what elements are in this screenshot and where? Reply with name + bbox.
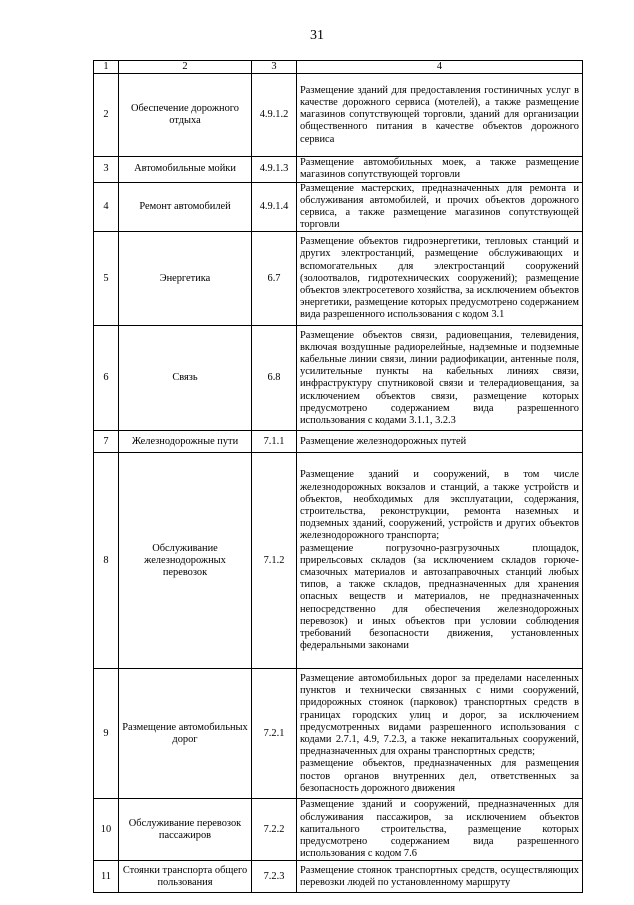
use-type-name: Автомобильные мойки xyxy=(119,157,252,182)
use-type-code: 7.2.3 xyxy=(252,861,297,893)
header-col-2: 2 xyxy=(119,61,252,74)
table-row xyxy=(94,669,583,799)
use-type-name: Ремонт автомобилей xyxy=(119,182,252,232)
row-number: 9 xyxy=(94,669,119,799)
header-col-4: 4 xyxy=(297,61,583,74)
use-type-name: Стоянки транспорта общего пользования xyxy=(119,861,252,893)
use-type-name: Обеспечение дорожного отдыха xyxy=(119,74,252,157)
land-use-table xyxy=(93,60,583,893)
use-type-code: 6.7 xyxy=(252,232,297,326)
use-type-description: Размещение автомобильных дорог за пределами населенных пунктов и технически связанных с ними сооружений, придорожных стоянок (парковок) транспортных средств в границах городских улиц и дорог, за исключением предусмотренных видами разрешенного использования с кодами 2.7.1, 4.9, 7.2.3, а также некапитальных сооружений, предназначенных для охраны транспортных средств; размещение объектов, предназначенных для размещения постов органов внутренних дел, ответственных за безопасность дорожного движения xyxy=(297,669,583,799)
row-number: 3 xyxy=(94,157,119,182)
use-type-description: Размещение зданий и сооружений, в том числе железнодорожных вокзалов и станций, а также устройств и объектов, необходимых для эксплуатации, содержания, строительства, реконструкции, ремонта наземных и подземных зданий, сооружений, устройств и других объектов железнодорожного транспорта; размещение погрузочно-разгрузочных площадок, прирельсовых складов (за исключением складов горюче-смазочных материалов и автозаправочных станций любых типов, а также складов, предназначенных для хранения опасных веществ и материалов, не предназначенных непосредственно для обеспечения железнодорожных перевозок) и иных объектов при условии соблюдения требований безопасности движения, установленных федеральными законами xyxy=(297,453,583,669)
use-type-description: Размещение железнодорожных путей xyxy=(297,431,583,453)
page-number: 31 xyxy=(310,28,324,43)
table-row xyxy=(94,861,583,893)
header-row xyxy=(94,61,583,74)
use-type-code: 4.9.1.2 xyxy=(252,74,297,157)
use-type-code: 6.8 xyxy=(252,326,297,431)
table-row xyxy=(94,74,583,157)
row-number: 4 xyxy=(94,182,119,232)
use-type-code: 4.9.1.3 xyxy=(252,157,297,182)
row-number: 10 xyxy=(94,799,119,861)
row-number: 11 xyxy=(94,861,119,893)
use-type-description: Размещение зданий и сооружений, предназначенных для обслуживания пассажиров, за исключением объектов капитального строительства, размещение которых предусмотрено содержанием вида разрешенного использования с кодом 7.6 xyxy=(297,799,583,861)
use-type-description: Размещение стоянок транспортных средств, осуществляющих перевозки людей по установленному маршруту xyxy=(297,861,583,893)
use-type-code: 7.1.2 xyxy=(252,453,297,669)
table-row xyxy=(94,182,583,232)
use-type-name: Связь xyxy=(119,326,252,431)
use-type-description: Размещение объектов гидроэнергетики, тепловых станций и других электростанций, размещение обслуживающих и вспомогательных для электростанций сооружений (золоотвалов, гидротехнических сооружений); размещение объектов электросетевого хозяйства, за исключением объектов энергетики, размещение которых предусмотрено содержанием вида разрешенного использования с кодом 3.1 xyxy=(297,232,583,326)
use-type-name: Железнодорожные пути xyxy=(119,431,252,453)
row-number: 6 xyxy=(94,326,119,431)
table-row xyxy=(94,431,583,453)
table-row xyxy=(94,326,583,431)
use-type-description: Размещение мастерских, предназначенных для ремонта и обслуживания автомобилей, и прочих объектов дорожного сервиса, а также размещение магазинов сопутствующей торговли xyxy=(297,182,583,232)
use-type-description: Размещение зданий для предоставления гостиничных услуг в качестве дорожного сервиса (мотелей), а также размещение магазинов сопутствующей торговли, зданий для организации общественного питания в качестве объектов дорожного сервиса xyxy=(297,74,583,157)
table-row xyxy=(94,157,583,182)
row-number: 8 xyxy=(94,453,119,669)
table-row xyxy=(94,453,583,669)
row-number: 5 xyxy=(94,232,119,326)
row-number: 7 xyxy=(94,431,119,453)
use-type-name: Обслуживание перевозок пассажиров xyxy=(119,799,252,861)
header-col-3: 3 xyxy=(252,61,297,74)
table-row xyxy=(94,799,583,861)
use-type-description: Размещение объектов связи, радиовещания, телевидения, включая воздушные радиорелейные, надземные и подземные кабельные линии связи, линии радиофикации, антенные поля, усилительные пункты на кабельных линиях связи, инфраструктуру спутниковой связи и телерадиовещания, за исключением объектов связи, размещение которых предусмотрено содержанием вида разрешенного использования с кодами 3.1.1, 3.2.3 xyxy=(297,326,583,431)
header-col-1: 1 xyxy=(94,61,119,74)
use-type-description: Размещение автомобильных моек, а также размещение магазинов сопутствующей торговли xyxy=(297,157,583,182)
row-number: 2 xyxy=(94,74,119,157)
use-type-code: 7.1.1 xyxy=(252,431,297,453)
use-type-code: 7.2.1 xyxy=(252,669,297,799)
use-type-code: 4.9.1.4 xyxy=(252,182,297,232)
use-type-name: Обслуживание железнодорожных перевозок xyxy=(119,453,252,669)
use-type-code: 7.2.2 xyxy=(252,799,297,861)
use-type-name: Энергетика xyxy=(119,232,252,326)
table-row xyxy=(94,232,583,326)
use-type-name: Размещение автомобильных дорог xyxy=(119,669,252,799)
